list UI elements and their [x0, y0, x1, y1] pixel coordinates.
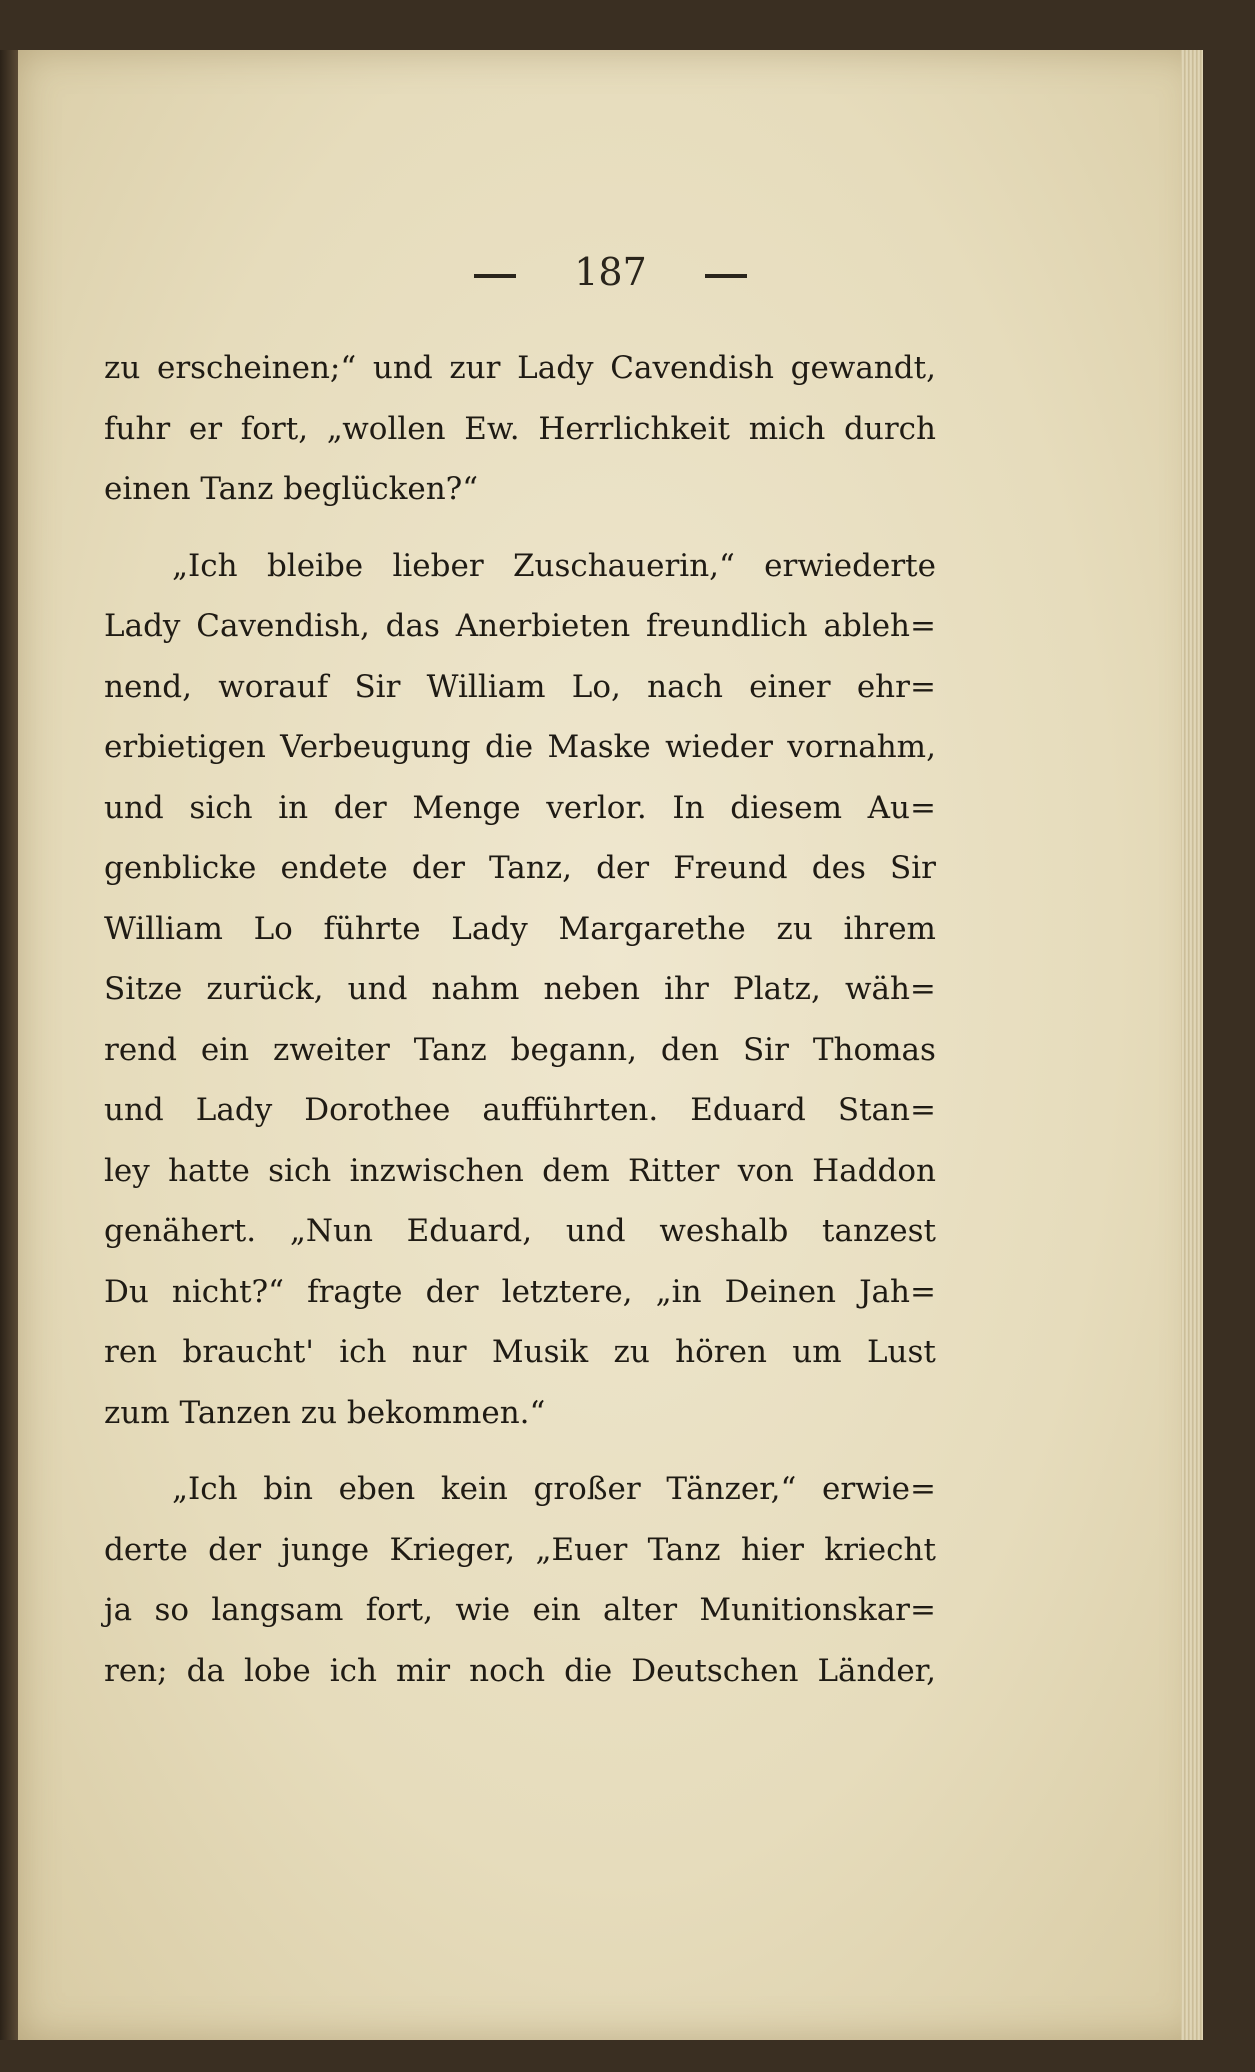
text-line — [104, 1201, 936, 1262]
word: sich — [189, 789, 253, 826]
word: „Ich — [172, 547, 238, 584]
word: „in — [655, 1273, 702, 1310]
word: „Euer — [535, 1531, 628, 1568]
page-header — [18, 250, 1203, 294]
word: erbietigen — [104, 729, 266, 765]
word: letztere, — [501, 1273, 633, 1310]
word: fort, — [365, 1592, 433, 1628]
word: da — [186, 1652, 225, 1689]
word: gewandt, — [790, 350, 936, 386]
word: die — [485, 729, 534, 765]
word: Cavendish, — [196, 608, 370, 644]
word: lobe — [243, 1652, 311, 1689]
word: verlor. — [546, 789, 647, 826]
word: ich — [329, 1652, 377, 1689]
word: der — [208, 1531, 262, 1568]
word: Musik — [491, 1334, 589, 1370]
word: in — [278, 789, 309, 826]
word: ehr= — [856, 668, 936, 705]
word: Munitionskar= — [699, 1592, 936, 1628]
word: um — [792, 1334, 842, 1370]
word: Tänzer,“ — [666, 1471, 797, 1507]
text-line — [104, 338, 936, 399]
word: wäh= — [844, 971, 936, 1007]
paragraph-gap — [104, 1443, 936, 1459]
word: Cavendish — [610, 350, 774, 386]
text-line — [104, 1520, 936, 1581]
text-line — [104, 778, 936, 839]
word: bin — [263, 1471, 314, 1507]
word: nur — [411, 1334, 467, 1370]
word: erscheinen;“ — [156, 350, 357, 386]
word: zu — [776, 910, 813, 947]
word: wie — [455, 1592, 511, 1628]
word: zur — [449, 350, 501, 386]
page-paper — [18, 50, 1203, 2040]
word: vornahm, — [787, 729, 936, 765]
paragraph-gap — [104, 520, 936, 536]
word: hier — [740, 1531, 804, 1568]
word: kriecht — [824, 1531, 936, 1568]
word: nach — [647, 668, 723, 705]
word: eben — [338, 1471, 416, 1507]
word: begann, — [510, 1031, 637, 1068]
word: Lust — [866, 1334, 936, 1370]
word: weshalb — [659, 1213, 789, 1249]
word: Lady — [195, 1092, 273, 1128]
word: die — [564, 1652, 613, 1689]
text-line — [104, 596, 936, 657]
word: Maske — [547, 729, 651, 765]
word: großer — [533, 1471, 641, 1507]
word: erwiederte — [764, 547, 936, 584]
word: ein — [200, 1031, 250, 1068]
word: Platz, — [732, 971, 821, 1007]
word: ihr — [664, 971, 709, 1007]
header-dash-right — [705, 274, 747, 278]
word: und — [565, 1213, 626, 1249]
book-binding-edge — [0, 50, 18, 2040]
text-line — [104, 1262, 936, 1323]
word: von — [737, 1152, 794, 1189]
word: langsam — [211, 1592, 344, 1628]
word: Lo — [253, 910, 293, 947]
word: Thomas — [812, 1031, 936, 1068]
word: ren; — [104, 1652, 168, 1689]
word: Dorothee — [304, 1092, 451, 1128]
word: nicht?“ — [171, 1273, 285, 1310]
word: Lo, — [571, 668, 621, 705]
word: Du — [104, 1273, 149, 1310]
word: neben — [543, 971, 640, 1007]
word: Sir — [742, 1031, 789, 1068]
word: noch — [469, 1652, 546, 1689]
word: bleibe — [266, 547, 364, 584]
word: „Nun — [289, 1213, 373, 1249]
word: er — [188, 410, 223, 447]
word: Ritter — [628, 1152, 720, 1189]
word: Eduard, — [406, 1213, 533, 1249]
word: Tanz — [413, 1031, 487, 1068]
text-line — [104, 1141, 936, 1202]
text-line — [104, 657, 936, 718]
word: Krieger, — [389, 1531, 516, 1568]
word: Sitze — [104, 971, 183, 1007]
word: ableh= — [823, 608, 936, 644]
word: durch — [844, 410, 936, 447]
page-stack-edge — [1181, 50, 1203, 2040]
word: mir — [396, 1652, 451, 1689]
word: des — [811, 850, 866, 886]
word: Menge — [412, 789, 521, 826]
word: erwie= — [821, 1471, 936, 1507]
text-line — [104, 899, 936, 960]
word: ley — [104, 1152, 150, 1189]
word: Lady — [517, 350, 594, 386]
word: der — [333, 789, 387, 826]
word: Ew. — [464, 410, 520, 447]
text-line — [104, 1580, 936, 1641]
word: Sir — [890, 850, 936, 886]
word: junge — [281, 1531, 370, 1568]
word: nend, — [104, 668, 192, 705]
text-line — [104, 399, 936, 460]
text-line — [104, 536, 936, 597]
word: Tanz — [647, 1531, 721, 1568]
word: Sir — [354, 668, 401, 705]
word: aufführten. — [482, 1092, 659, 1128]
word: derte — [104, 1531, 188, 1568]
word: rend — [104, 1031, 177, 1068]
word: braucht' — [182, 1334, 314, 1370]
word: nahm — [431, 971, 520, 1007]
word: In — [672, 789, 705, 826]
word: Lady — [451, 910, 528, 947]
word: fuhr — [104, 410, 171, 447]
word: Eduard — [690, 1092, 806, 1128]
word: endete — [280, 850, 388, 886]
word: das — [385, 608, 440, 644]
word: Haddon — [812, 1152, 936, 1189]
word: alter — [603, 1592, 678, 1628]
word: den — [660, 1031, 720, 1068]
text-line — [104, 1020, 936, 1081]
word: mich — [748, 410, 826, 447]
word: Länder, — [817, 1652, 936, 1689]
word: tanzest — [822, 1213, 936, 1249]
word: dem — [542, 1152, 610, 1189]
word: fragte — [307, 1273, 403, 1310]
word: und — [372, 350, 433, 386]
text-line — [104, 959, 936, 1020]
word: ren — [104, 1334, 158, 1370]
word: Anerbieten — [455, 608, 631, 644]
word: ich — [339, 1334, 387, 1370]
word: genblicke — [104, 850, 257, 886]
text-line: einen Tanz beglücken?“ — [104, 471, 479, 507]
word: „wollen — [326, 410, 446, 447]
word: Stan= — [837, 1092, 936, 1128]
word: Jah= — [859, 1273, 936, 1310]
word: Margarethe — [558, 910, 746, 947]
text-line — [104, 1641, 936, 1702]
word: zu — [613, 1334, 650, 1370]
body-text — [104, 338, 936, 1701]
word: kein — [440, 1471, 508, 1507]
word: der — [411, 850, 465, 886]
word: Tanz, — [489, 850, 572, 886]
word: führte — [323, 910, 421, 947]
header-dash-left — [474, 274, 516, 278]
text-line — [104, 717, 936, 778]
text-line: zum Tanzen zu bekommen.“ — [104, 1394, 546, 1431]
word: einer — [749, 668, 831, 705]
word: worauf — [218, 668, 329, 705]
word: der — [425, 1273, 479, 1310]
text-line — [104, 1322, 936, 1383]
page-number: 187 — [574, 250, 647, 294]
word: Deutschen — [631, 1652, 799, 1689]
word: Au= — [867, 789, 936, 826]
word: William — [104, 910, 223, 947]
word: zweiter — [273, 1031, 390, 1068]
word: und — [104, 1092, 164, 1128]
word: zurück, — [206, 971, 324, 1007]
word: Herrlichkeit — [538, 410, 731, 447]
word: diesem — [730, 789, 842, 826]
word: ihrem — [843, 910, 936, 947]
word: freundlich — [646, 608, 808, 644]
word: fort, — [240, 410, 309, 447]
word: lieber — [392, 547, 484, 584]
word: Zuschauerin,“ — [512, 547, 735, 584]
word: so — [154, 1592, 190, 1628]
word: der — [596, 850, 650, 886]
word: Lady — [104, 608, 181, 644]
word: Freund — [673, 850, 788, 886]
word: ja — [104, 1592, 133, 1628]
word: William — [426, 668, 546, 705]
word: hören — [675, 1334, 767, 1370]
word: genähert. — [104, 1213, 257, 1249]
word: Deinen — [724, 1273, 837, 1310]
word: wieder — [665, 729, 773, 765]
word: Verbeugung — [280, 729, 471, 765]
text-line — [104, 838, 936, 899]
word: zu — [104, 350, 141, 386]
word: „Ich — [172, 1471, 238, 1507]
word: sich — [268, 1152, 332, 1189]
text-line — [104, 1080, 936, 1141]
word: inzwischen — [349, 1152, 524, 1189]
word: und — [347, 971, 408, 1007]
word: hatte — [168, 1152, 250, 1189]
text-line — [104, 1459, 936, 1520]
word: ein — [532, 1592, 581, 1628]
word: und — [104, 789, 164, 826]
